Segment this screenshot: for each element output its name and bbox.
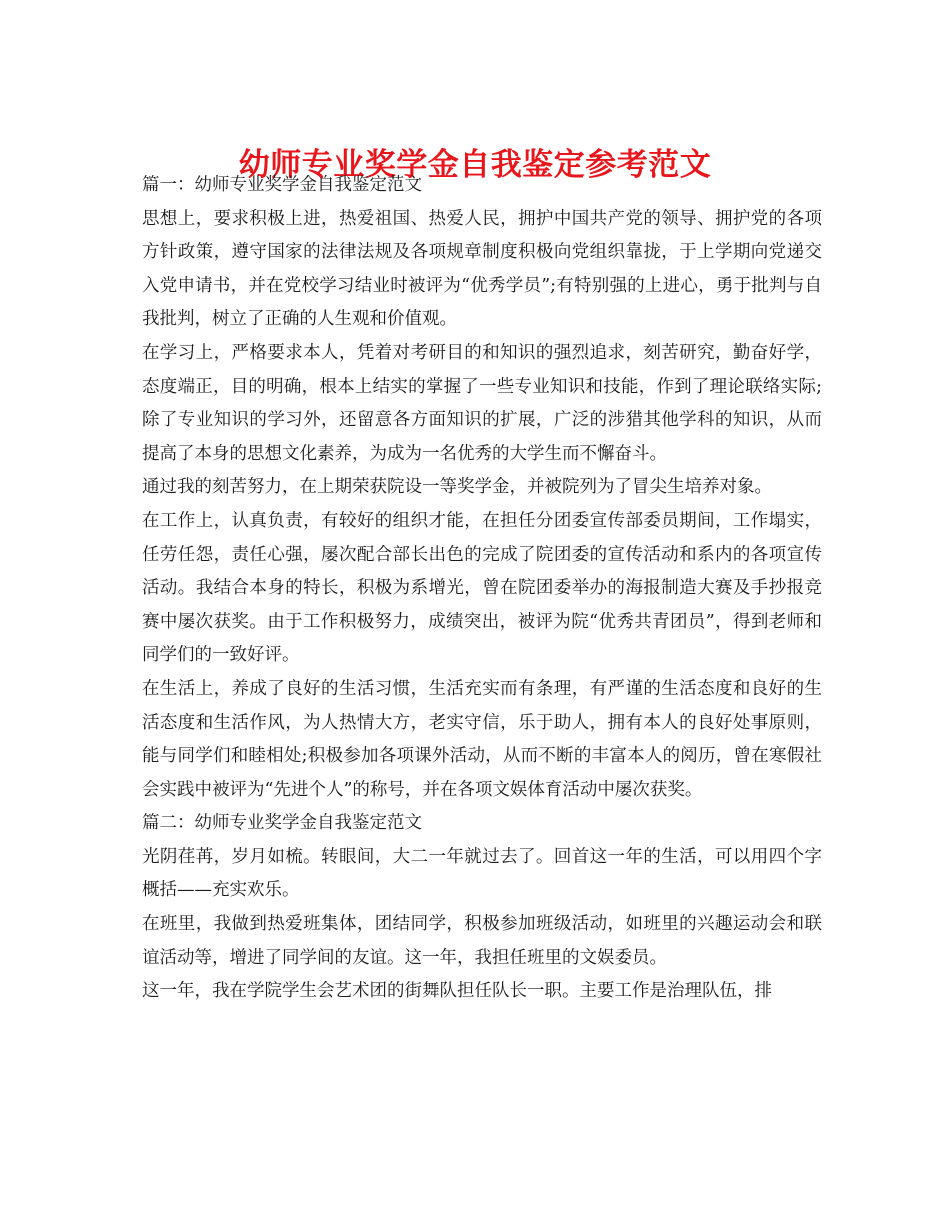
paragraph-thought: 思想上，要求积极上进，热爱祖国、热爱人民，拥护中国共产党的领导、拥护党的各项方针政策，遵守国家的法律法规及各项规章制度积极向党组织靠拢，于上学期向党递交入党申请书，并在党校学习结业时被评为“优秀学员”;有特别强的上进心，勇于批判与自我批判，树立了正确的人生观和价值观。 xyxy=(142,208,822,330)
paragraph-work: 在工作上，认真负责，有较好的组织才能，在担任分团委宣传部委员期间，工作塌实，任劳任怨，责任心强，屡次配合部长出色的完成了院团委的宣传活动和系内的各项宣传活动。我结合本身的特长，积极为系增光，曾在院团委举办的海报制造大赛及手抄报竞赛中屡次获奖。由于工作积极努力，成绩突出，被评为院“优秀共青团员”，得到老师和同学们的一致好评。 xyxy=(142,510,822,666)
section-heading-2: 篇二：幼师专业奖学金自我鉴定范文 xyxy=(142,813,422,834)
section-heading-1: 篇一：幼师专业奖学金自我鉴定范文 xyxy=(142,175,422,195)
paragraph-scholarship: 通过我的刻苦努力，在上期荣获院设一等奖学金，并被院列为了冒尖生培养对象。 xyxy=(142,477,772,498)
document-body xyxy=(142,169,822,1009)
paragraph-art-troupe: 这一年，我在学院学生会艺术团的街舞队担任队长一职。主要工作是治理队伍，排 xyxy=(142,981,772,1002)
paragraph-class: 在班里，我做到热爱班集体，团结同学，积极参加班级活动，如班里的兴趣运动会和联谊活动等，增进了同学间的友谊。这一年，我担任班里的文娱委员。 xyxy=(142,914,822,968)
document-title: 幼师专业奖学金自我鉴定参考范文 xyxy=(238,146,712,183)
paragraph-study: 在学习上，严格要求本人，凭着对考研目的和知识的强烈追求，刻苦研究，勤奋好学，态度端正，目的明确，根本上结实的掌握了一些专业知识和技能，作到了理论联络实际;除了专业知识的学习外，还留意各方面知识的扩展，广泛的涉猎其他学科的知识，从而提高了本身的思想文化素养，为成为一名优秀的大学生而不懈奋斗。 xyxy=(142,342,822,464)
paragraph-time: 光阴荏苒，岁月如梳。转眼间，大二一年就过去了。回首这一年的生活，可以用四个字概括——充实欢乐。 xyxy=(142,846,822,901)
paragraph-life: 在生活上，养成了良好的生活习惯，生活充实而有条理，有严谨的生活态度和良好的生活态度和生活作风，为人热情大方，老实守信，乐于助人，拥有本人的良好处事原则，能与同学们和睦相处;积极参加各项课外活动，从而不断的丰富本人的阅历，曾在寒假社会实践中被评为“先进个人”的称号，并在各项文娱体育活动中屡次获奖。 xyxy=(142,678,822,800)
